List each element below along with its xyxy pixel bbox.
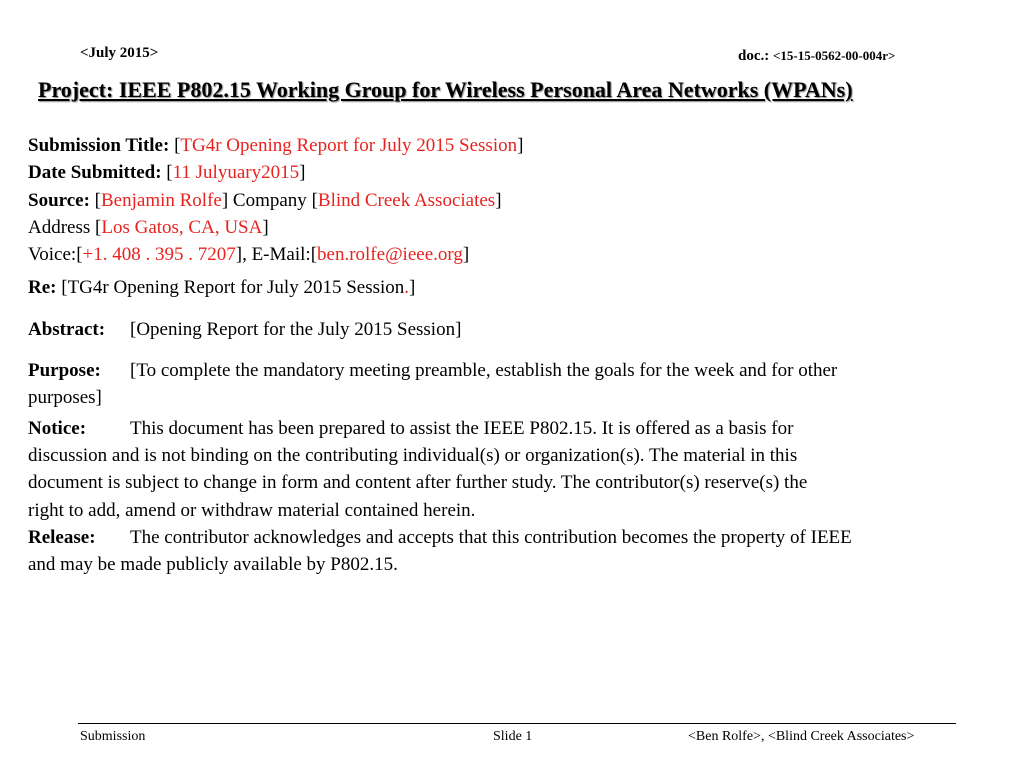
date-submitted-label: Date Submitted: [28, 162, 162, 184]
abstract-line [28, 316, 1003, 343]
abstract-label: Abstract: [28, 318, 106, 340]
re-label: Re: [28, 277, 57, 299]
re-line: Re: [TG4r Opening Report for July 2015 Session.] [28, 277, 416, 299]
footer-submission: Submission [80, 729, 146, 744]
voice-label: Voice: [28, 244, 77, 266]
company-value: Blind Creek Associates [317, 189, 496, 211]
release-label: Release: [28, 526, 96, 548]
purpose-label: Purpose: [28, 360, 101, 382]
notice-line-2: discussion and is not binding on the contributing individual(s) or organization(s). The material in this [28, 444, 798, 466]
document-body [28, 132, 1003, 578]
notice-line-1: This document has been prepared to assist the IEEE P802.15. It is offered as a basis for [130, 417, 794, 439]
notice-line-4: right to add, amend or withdraw material contained herein. [28, 499, 476, 521]
purpose-block [28, 357, 1003, 412]
email-label: E-Mail: [251, 244, 311, 266]
address-value: Los Gatos, CA, USA [101, 216, 263, 238]
header-doc-number [738, 48, 895, 65]
source-line: Source: [Benjamin Rolfe] Company [Blind Creek Associates] [28, 189, 502, 211]
purpose-line-2: purposes] [28, 387, 102, 409]
purpose-line-1: [To complete the mandatory meeting preamble, establish the goals for the week and for other [130, 360, 838, 382]
release-line-1: The contributor acknowledges and accepts that this contribution becomes the property of IEEE [130, 526, 852, 548]
address-label: Address [28, 216, 91, 238]
footer-slide-number: Slide 1 [493, 729, 533, 744]
doc-number: <15-15-0562-00-004r> [773, 48, 896, 63]
source-value: Benjamin Rolfe [101, 189, 222, 211]
notice-block [28, 415, 1003, 524]
date-submitted-value: 11 Julyuary2015 [172, 162, 300, 184]
source-label: Source: [28, 189, 90, 211]
notice-label: Notice: [28, 417, 87, 439]
company-label: Company [232, 189, 307, 211]
re-text: TG4r Opening Report for July 2015 Session [67, 277, 405, 299]
project-title: Project: IEEE P802.15 Working Group for Wireless Personal Area Networks (WPANs) [38, 77, 853, 102]
voice-value: +1. 408 . 395 . 7207 [82, 244, 236, 266]
submission-title-label: Submission Title: [28, 135, 170, 156]
release-block [28, 524, 1003, 579]
re-suffix: . [404, 277, 410, 299]
date-submitted-line: Date Submitted: [11 Julyuary2015] [28, 162, 306, 184]
submission-title-value: TG4r Opening Report for July 2015 Session [180, 135, 518, 156]
doc-label: doc.: [738, 48, 770, 64]
notice-line-3: document is subject to change in form and content after further study. The contributor(s) reserve(s) the [28, 472, 808, 494]
release-line-2: and may be made publicly available by P802.15. [28, 554, 398, 576]
address-line: Address [Los Gatos, CA, USA] [28, 216, 269, 238]
voice-email-line: Voice:[+1. 408 . 395 . 7207], E-Mail:[ben.rolfe@ieee.org] [28, 244, 470, 266]
footer-author: <Ben Rolfe>, <Blind Creek Associates> [688, 729, 915, 744]
submission-title-line: Submission Title: [TG4r Opening Report for July 2015 Session] [28, 135, 524, 156]
abstract-text: [Opening Report for the July 2015 Session] [130, 318, 462, 340]
email-value: ben.rolfe@ieee.org [317, 244, 463, 266]
header-date: <July 2015> [80, 45, 159, 61]
footer-divider [78, 723, 956, 724]
